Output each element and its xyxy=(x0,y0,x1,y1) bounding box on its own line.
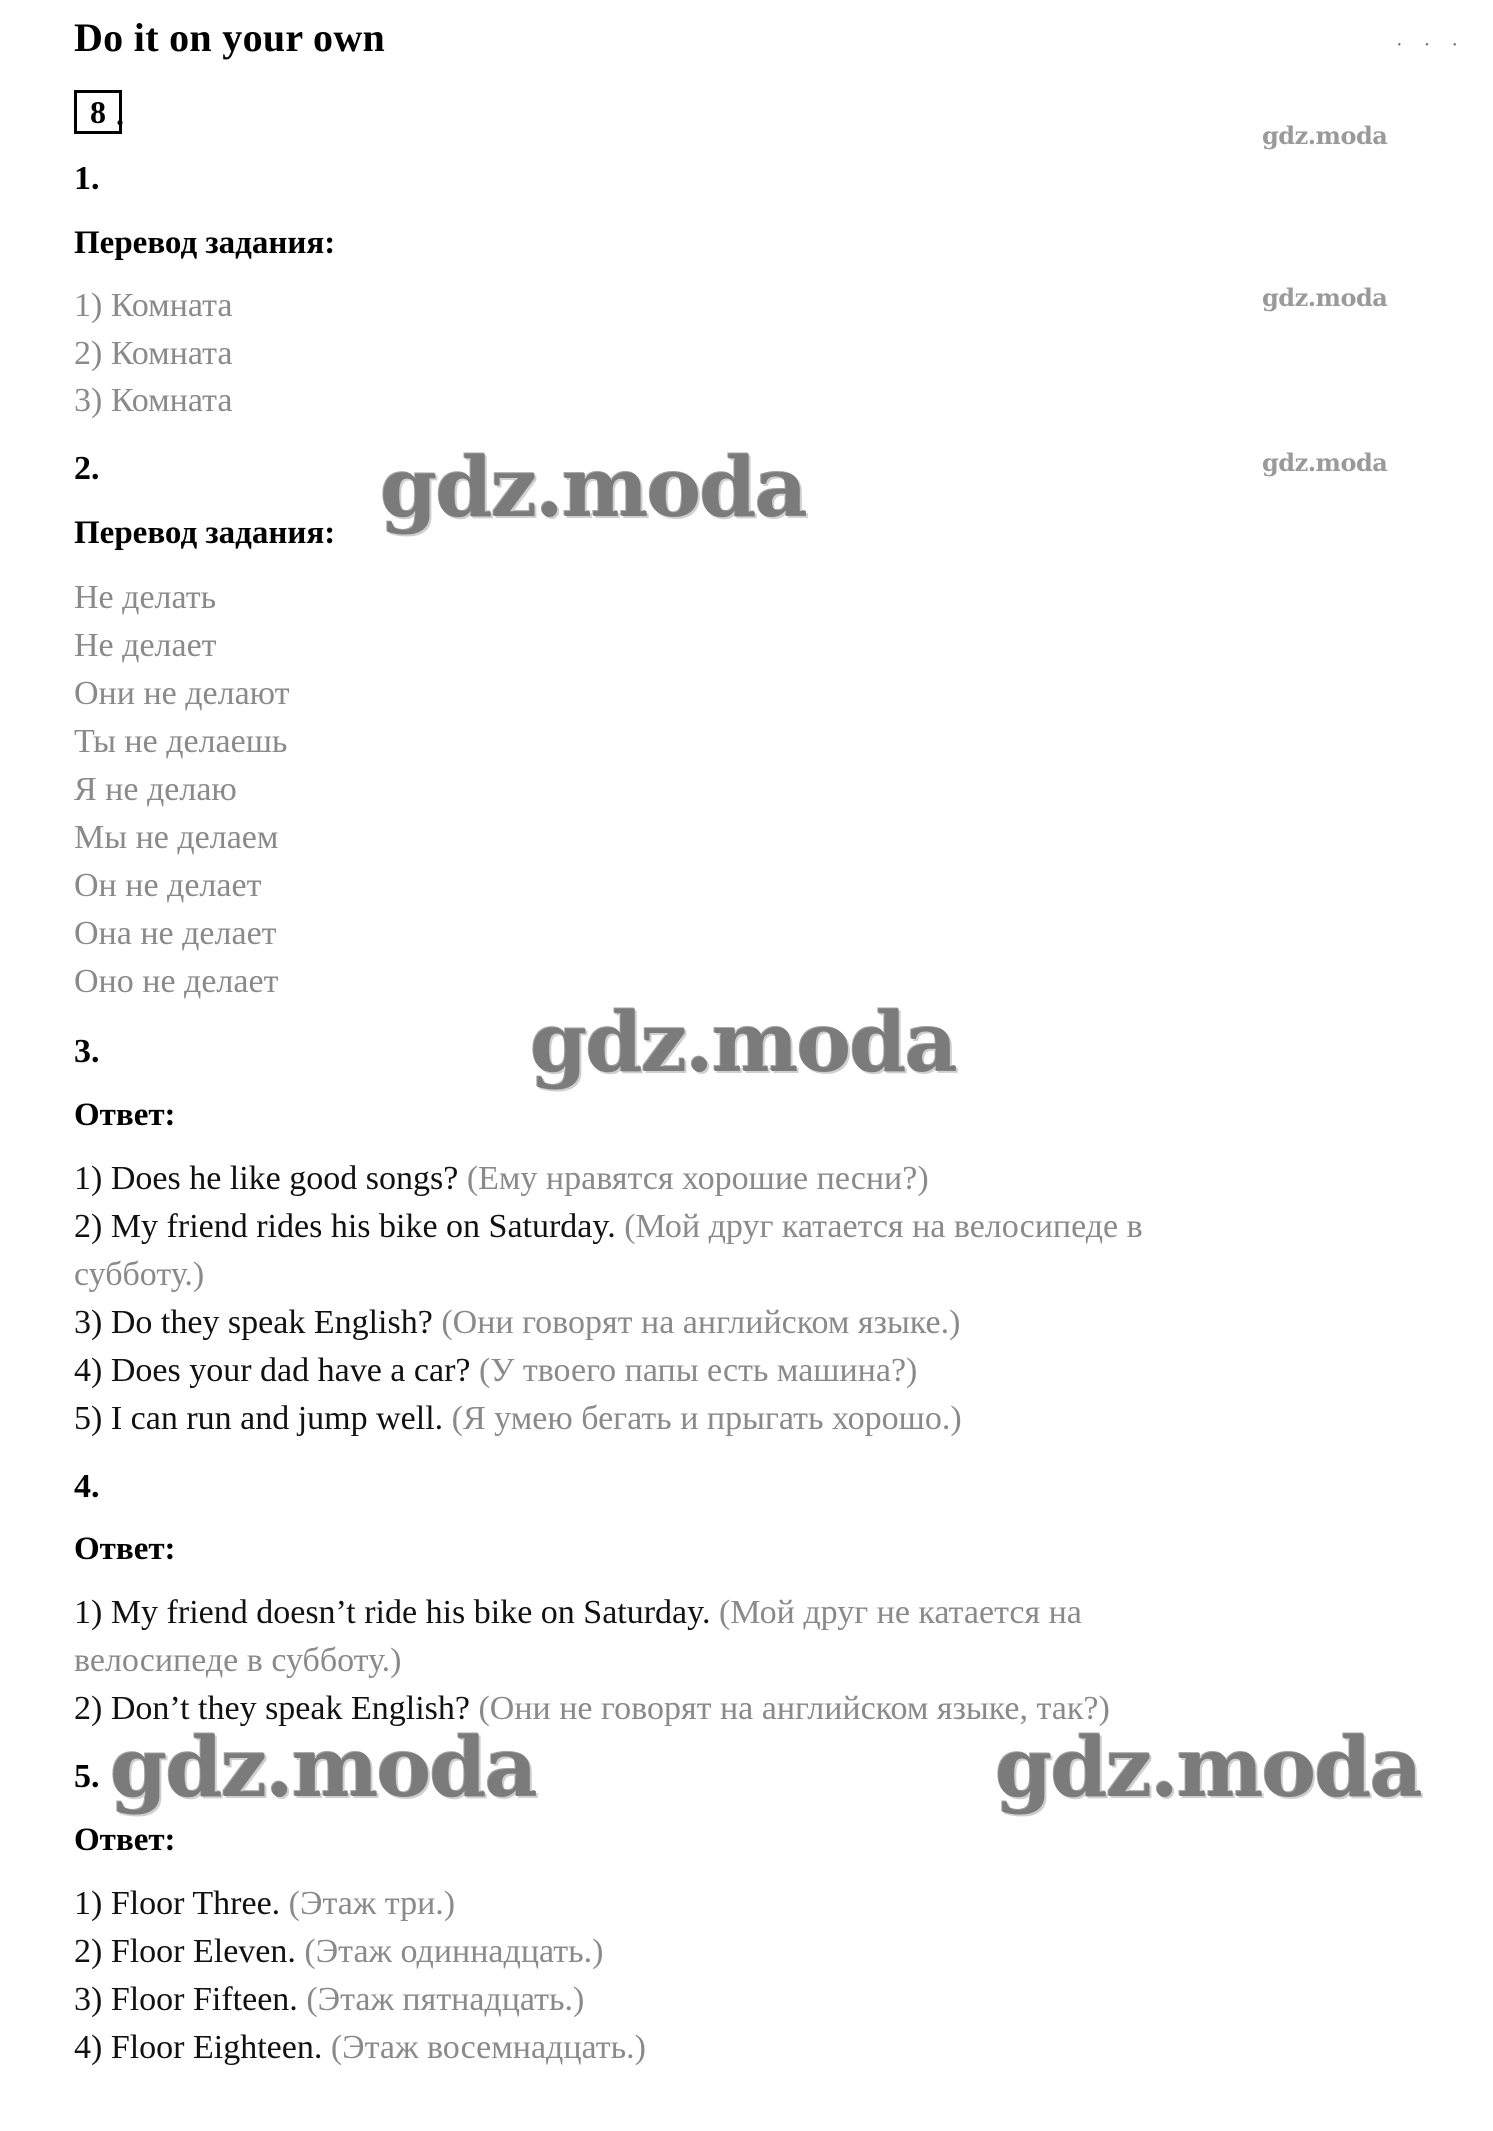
russian-translation: субботу.) xyxy=(74,1256,205,1293)
section-2-label: Перевод задания: xyxy=(74,515,336,551)
russian-translation: (Я умею бегать и прыгать хорошо.) xyxy=(451,1400,962,1437)
section-4-label: Ответ: xyxy=(74,1531,176,1567)
section-2-line: Она не делает xyxy=(74,915,277,952)
english-text: 1) Floor Three. xyxy=(74,1885,281,1922)
watermark-big-2: gdz.moda xyxy=(530,995,956,1091)
english-text: 3) Floor Fifteen. xyxy=(74,1981,298,2018)
corner-marks-decoration: · · · xyxy=(1396,34,1466,56)
section-1-number: 1. xyxy=(74,160,100,197)
russian-translation: (Этаж три.) xyxy=(288,1885,456,1922)
english-text: 4) Does your dad have a car? xyxy=(74,1352,471,1389)
section-5-line xyxy=(74,1885,455,1923)
english-text: 2) Floor Eleven. xyxy=(74,1933,296,1970)
section-2-line: Я не делаю xyxy=(74,771,237,808)
section-3-line xyxy=(74,1352,917,1390)
section-5-line xyxy=(74,2029,646,2067)
english-text: 3) Do they speak English? xyxy=(74,1304,433,1341)
russian-translation: (У твоего папы есть машина?) xyxy=(478,1352,918,1389)
section-4-line xyxy=(74,1594,1082,1632)
section-3-line xyxy=(74,1256,204,1294)
russian-translation: (Они не говорят на английском языке, так?) xyxy=(478,1690,1110,1727)
exercise-number-dot: . xyxy=(116,96,124,132)
russian-translation: (Мой друг катается на велосипеде в xyxy=(624,1208,1143,1245)
russian-translation: (Мой друг не катается на xyxy=(718,1594,1082,1631)
section-2-line: Они не делают xyxy=(74,675,290,712)
section-2-line: Он не делает xyxy=(74,867,262,904)
section-1-line: 1) Комната xyxy=(74,287,233,324)
russian-translation: (Этаж одиннадцать.) xyxy=(304,1933,604,1970)
section-5-label: Ответ: xyxy=(74,1822,176,1858)
watermark-big-1: gdz.moda xyxy=(380,440,806,536)
section-2-line: Мы не делаем xyxy=(74,819,279,856)
page-title: Do it on your own xyxy=(74,15,386,60)
section-2-number: 2. xyxy=(74,450,100,487)
section-2-line: Не делает xyxy=(74,627,217,664)
section-1-line: 2) Комната xyxy=(74,335,233,372)
section-3-line xyxy=(74,1160,929,1198)
russian-translation: (Ему нравятся хорошие песни?) xyxy=(466,1160,929,1197)
english-text: 5) I can run and jump well. xyxy=(74,1400,444,1437)
english-text: 2) Don’t they speak English? xyxy=(74,1690,470,1727)
section-2-line: Не делать xyxy=(74,579,217,616)
section-1-label: Перевод задания: xyxy=(74,225,336,261)
english-text: 2) My friend rides his bike on Saturday. xyxy=(74,1208,616,1245)
section-3-line xyxy=(74,1400,962,1438)
section-2-line: Оно не делает xyxy=(74,963,279,1000)
english-text: 4) Floor Eighteen. xyxy=(74,2029,323,2066)
watermark-small-2: gdz.moda xyxy=(1262,283,1388,312)
section-3-line xyxy=(74,1208,1143,1246)
russian-translation: (Этаж восемнадцать.) xyxy=(330,2029,646,2066)
section-5-line xyxy=(74,1933,603,1971)
section-3-label: Ответ: xyxy=(74,1097,176,1133)
section-5-line xyxy=(74,1981,584,2019)
russian-translation: (Они говорят на английском языке.) xyxy=(441,1304,961,1341)
section-5-number: 5. xyxy=(74,1758,100,1795)
section-1-line: 3) Комната xyxy=(74,382,233,419)
english-text: 1) Does he like good songs? xyxy=(74,1160,459,1197)
exercise-number-box: 8 xyxy=(74,90,122,134)
watermark-big-4: gdz.moda xyxy=(995,1720,1421,1816)
watermark-big-3: gdz.moda xyxy=(110,1720,536,1816)
section-3-number: 3. xyxy=(74,1033,100,1070)
section-4-line xyxy=(74,1642,402,1680)
section-2-line: Ты не делаешь xyxy=(74,723,288,760)
watermark-small-1: gdz.moda xyxy=(1262,121,1388,150)
watermark-small-3: gdz.moda xyxy=(1262,448,1388,477)
russian-translation: велосипеде в субботу.) xyxy=(74,1642,402,1679)
section-4-number: 4. xyxy=(74,1468,100,1505)
section-3-line xyxy=(74,1304,960,1342)
english-text: 1) My friend doesn’t ride his bike on Saturday. xyxy=(74,1594,711,1631)
russian-translation: (Этаж пятнадцать.) xyxy=(306,1981,585,2018)
